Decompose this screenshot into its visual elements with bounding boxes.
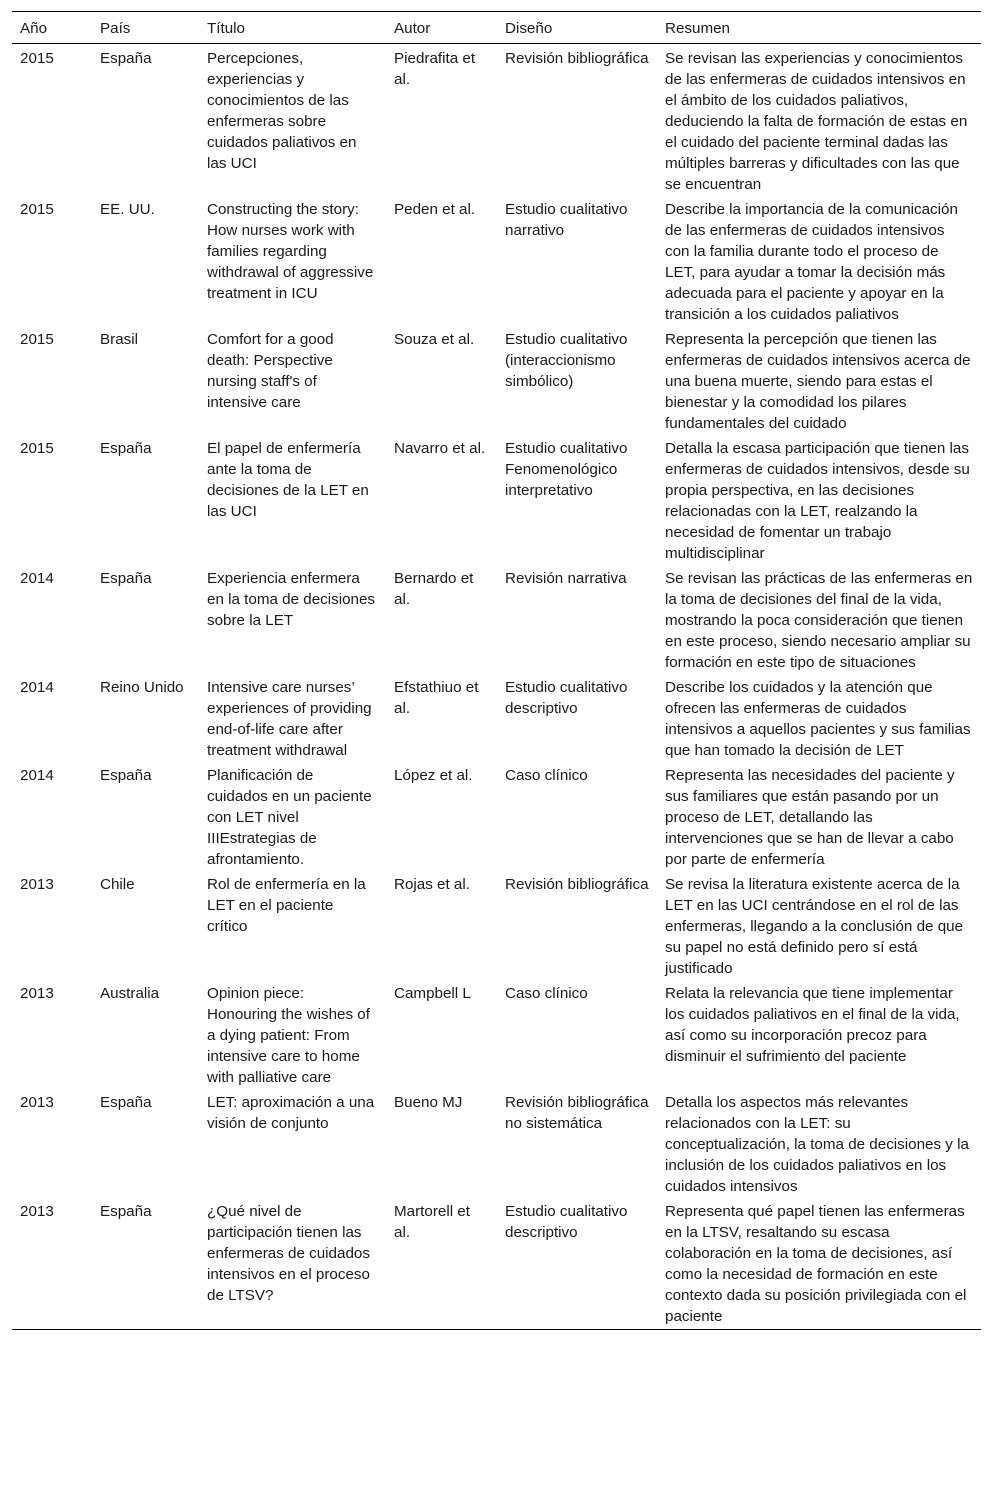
cell-year: 2013	[20, 876, 54, 893]
cell-design: Caso clínico	[505, 767, 588, 784]
cell-summary: Describe los cuidados y la atención que ofrecen las enfermeras de cuidados intensivos a aquellos pacientes y sus familias que han tomado la decisión de LET	[665, 679, 971, 759]
table-body	[12, 44, 981, 1330]
cell-design: Estudio cualitativo Fenomenológico interpretativo	[505, 440, 628, 499]
cell-author: Peden et al.	[394, 201, 476, 218]
cell-title: Planificación de cuidados en un paciente con LET nivel IIIEstrategias de afrontamiento.	[207, 767, 372, 868]
cell-summary: Se revisan las experiencias y conocimientos de las enfermeras de cuidados intensivos en el ámbito de los cuidados paliativos, deduciendo la falta de formación de estas en el cuidado del paciente terminal dadas las múltiples barreras y dificultades con las que se encuentran	[665, 50, 968, 193]
cell-summary: Detalla los aspectos más relevantes relacionados con la LET: su conceptualización, la toma de decisiones y la inclusión de los cuidados paliativos en los cuidados intensivos	[665, 1094, 969, 1195]
cell-year: 2015	[20, 331, 54, 348]
header-year: Año	[12, 12, 92, 44]
table-row	[12, 870, 981, 979]
header-author: Autor	[386, 12, 497, 44]
cell-design: Estudio cualitativo (interaccionismo simbólico)	[505, 331, 628, 390]
cell-design: Revisión bibliográfica no sistemática	[505, 1094, 649, 1132]
cell-author: López et al.	[394, 767, 473, 784]
table-header-row	[12, 12, 981, 44]
table-row	[12, 564, 981, 673]
cell-summary: Relata la relevancia que tiene implementar los cuidados paliativos en el final de la vida, así como su incorporación precoz para disminuir el sufrimiento del paciente	[665, 985, 960, 1065]
cell-design: Caso clínico	[505, 985, 588, 1002]
cell-design: Revisión bibliográfica	[505, 876, 649, 893]
cell-author: Rojas et al.	[394, 876, 470, 893]
cell-country: EE. UU.	[100, 201, 155, 218]
cell-year: 2013	[12, 1197, 92, 1330]
cell-design: Estudio cualitativo narrativo	[505, 201, 628, 239]
cell-year: 2014	[20, 767, 54, 784]
cell-year: 2014	[20, 570, 54, 587]
table-row	[12, 761, 981, 870]
cell-country: España	[100, 570, 152, 587]
literature-table-container	[12, 11, 981, 1330]
table-row	[12, 1197, 981, 1330]
table-row	[12, 979, 981, 1088]
table-row	[12, 325, 981, 434]
cell-design: Revisión bibliográfica	[505, 50, 649, 67]
cell-title: Comfort for a good death: Perspective nursing staff's of intensive care	[207, 331, 334, 411]
cell-country: España	[100, 1094, 152, 1111]
cell-author: Piedrafita et al.	[394, 50, 476, 88]
table-row	[12, 1088, 981, 1197]
cell-country: España	[92, 1197, 199, 1330]
table-row	[12, 434, 981, 564]
cell-author: Martorell et al.	[386, 1197, 497, 1330]
cell-author: Bernardo et al.	[394, 570, 474, 608]
cell-summary: Representa las necesidades del paciente y sus familiares que están pasando por un proceso de LET, detallando las intervenciones que se han de llevar a cabo por parte de enfermería	[665, 767, 955, 868]
literature-table	[12, 11, 981, 1330]
cell-summary: Representa qué papel tienen las enfermeras en la LTSV, resaltando su escasa colaboración en la toma de decisiones, así como la necesidad de formación en este contexto dada su posición privilegiada con el paciente	[657, 1197, 981, 1330]
cell-title: LET: aproximación a una visión de conjunto	[207, 1094, 375, 1132]
header-country: País	[92, 12, 199, 44]
cell-title: El papel de enfermería ante la toma de decisiones de la LET en las UCI	[207, 440, 369, 520]
cell-title: Constructing the story: How nurses work with families regarding withdrawal of aggressive treatment in ICU	[207, 201, 374, 302]
cell-title: Experiencia enfermera en la toma de decisiones sobre la LET	[207, 570, 376, 629]
cell-year: 2013	[20, 985, 54, 1002]
cell-country: España	[100, 767, 152, 784]
cell-title: Intensive care nurses’ experiences of providing end-of-life care after treatment withdrawal	[207, 679, 372, 759]
cell-country: Chile	[100, 876, 135, 893]
cell-year: 2015	[20, 440, 54, 457]
cell-country: Brasil	[100, 331, 138, 348]
cell-year: 2014	[20, 679, 54, 696]
cell-summary: Describe la importancia de la comunicación de las enfermeras de cuidados intensivos con la familia durante todo el proceso de LET, para ayudar a tomar la decisión más adecuada para el paciente y apoyar en la transición a los cuidados paliativos	[665, 201, 958, 323]
cell-year: 2015	[20, 50, 54, 67]
cell-title: Rol de enfermería en la LET en el paciente crítico	[207, 876, 366, 935]
header-title: Título	[199, 12, 386, 44]
cell-design: Estudio cualitativo descriptivo	[505, 679, 628, 717]
cell-author: Campbell L	[394, 985, 471, 1002]
table-row	[12, 195, 981, 325]
cell-design: Estudio cualitativo descriptivo	[497, 1197, 657, 1330]
table-row	[12, 44, 981, 196]
header-design: Diseño	[497, 12, 657, 44]
cell-author: Navarro et al.	[394, 440, 486, 457]
cell-title: ¿Qué nivel de participación tienen las enfermeras de cuidados intensivos en el proceso de LTSV?	[199, 1197, 386, 1330]
cell-country: España	[100, 50, 152, 67]
cell-summary: Se revisan las prácticas de las enfermeras en la toma de decisiones del final de la vida, mostrando la poca consideración que tienen en este proceso, siendo necesario ampliar su formación en este tipo de situaciones	[665, 570, 973, 671]
cell-summary: Detalla la escasa participación que tienen las enfermeras de cuidados intensivos, desde su propia perspectiva, en las decisiones relacionadas con la LET, realzando la necesidad de fomentar un trabajo multidisciplinar	[665, 440, 970, 562]
cell-author: Souza et al.	[394, 331, 475, 348]
cell-summary: Se revisa la literatura existente acerca de la LET en las UCI centrándose en el rol de las enfermeras, llegando a la conclusión de que su papel no está definido pero sí está justificado	[665, 876, 964, 977]
cell-author: Efstathiuo et al.	[394, 679, 479, 717]
cell-author: Bueno MJ	[394, 1094, 463, 1111]
cell-country: Australia	[100, 985, 160, 1002]
cell-year: 2015	[20, 201, 54, 218]
cell-title: Percepciones, experiencias y conocimientos de las enfermeras sobre cuidados paliativos en las UCI	[207, 50, 357, 172]
cell-summary: Representa la percepción que tienen las enfermeras de cuidados intensivos acerca de una buena muerte, siendo para estas el bienestar y la comodidad los pilares fundamentales del cuidado	[665, 331, 971, 432]
cell-country: España	[100, 440, 152, 457]
cell-year: 2013	[20, 1094, 54, 1111]
table-row	[12, 673, 981, 761]
header-summary: Resumen	[657, 12, 981, 44]
cell-country: Reino Unido	[100, 679, 184, 696]
cell-design: Revisión narrativa	[505, 570, 627, 587]
cell-title: Opinion piece: Honouring the wishes of a dying patient: From intensive care to home with palliative care	[207, 985, 370, 1086]
